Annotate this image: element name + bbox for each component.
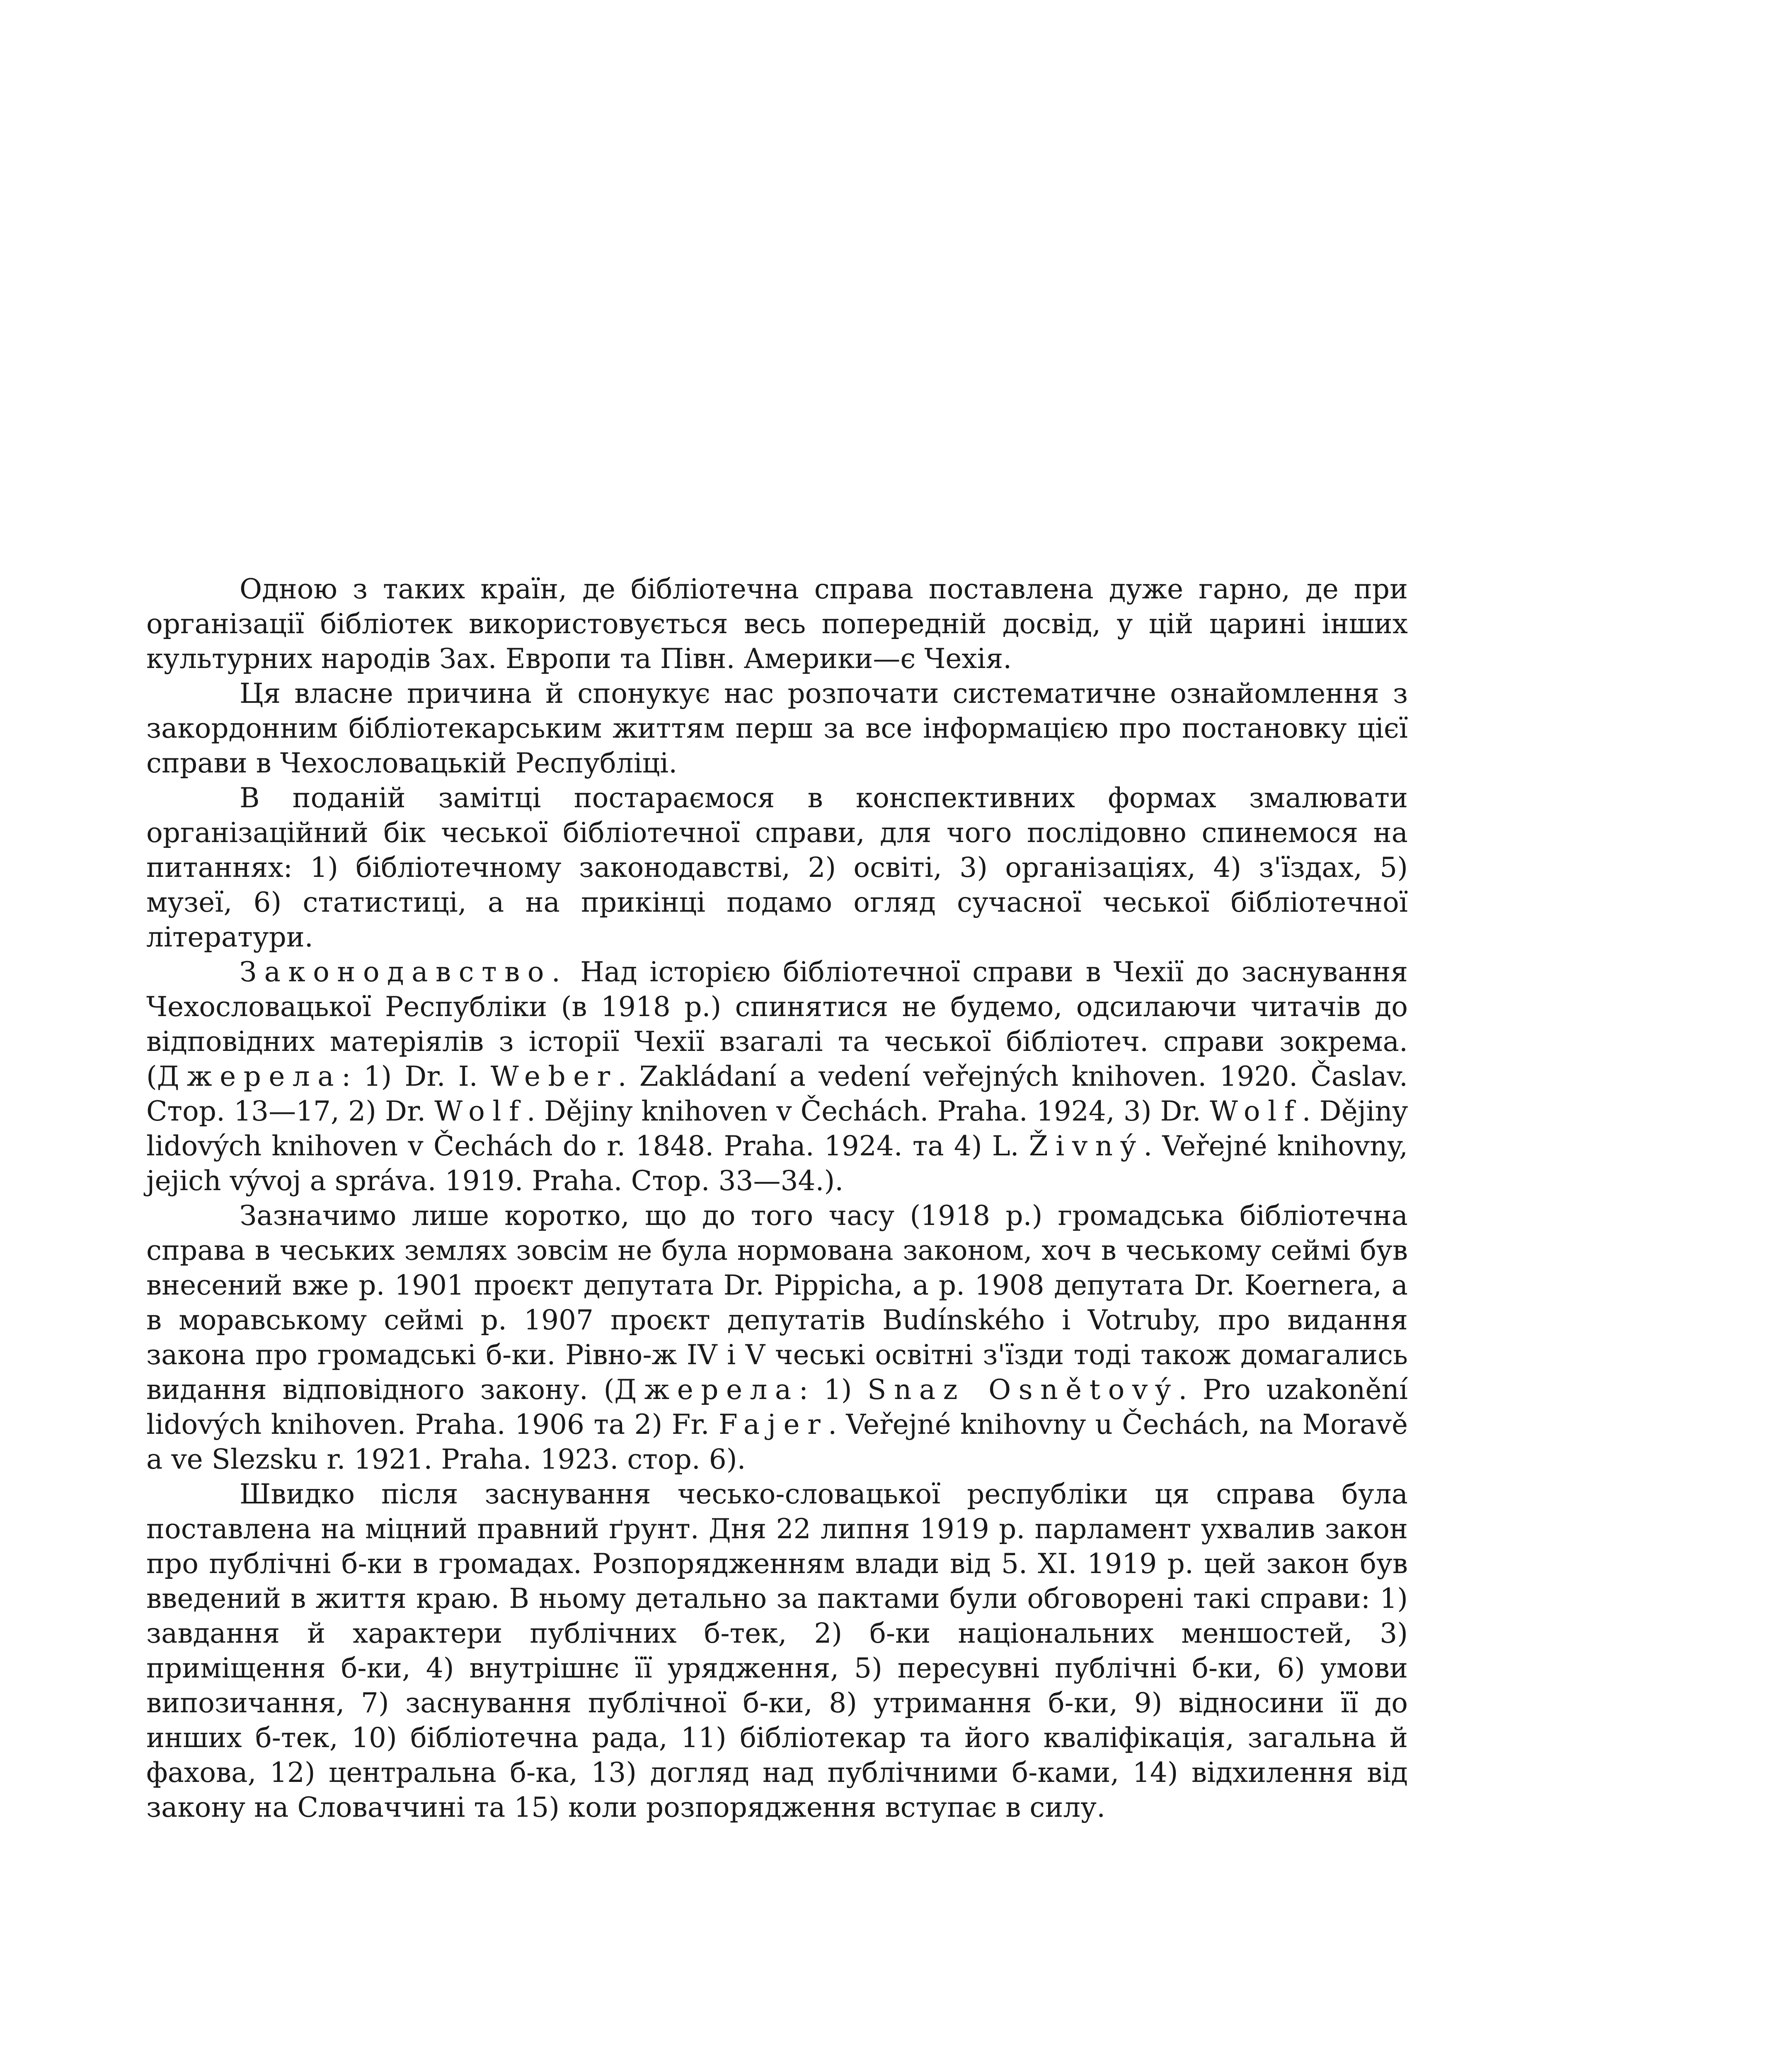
legislation-text-e: . Dějiny lidových knihoven v Čechách do r. 1848. Praha. 1924. та 4) L. [146, 1095, 1408, 1162]
legislation-text-a: Над історією бібліотечної справи в Чехії до заснування Чехословацької Республіки (в 1918 р.) спинятися не будемо, одсилаючи читачів до відповідних матеріялів з історії Чехії взагалі та чеської бібліотеч. справи зокрема. ( [146, 956, 1408, 1092]
history-text-c: . Pro uzakonění lidových knihoven. Praha. 1906 та 2) Fr. [146, 1374, 1408, 1440]
author-weber: Weber [490, 1060, 618, 1092]
legislation-text-d: . Dějiny knihoven v Čechách. Praha. 1924, 3) Dr. [526, 1095, 1210, 1127]
section-heading-legislation: Законодавство. [240, 956, 568, 988]
paragraph-reason: Ця власне причина й спонукує нас розпочати систематичне ознайомлення з закордонним бібліотекарським життям перш за все інформацією про постановку цієї справи в Чехословацькій Республіці. [146, 678, 1408, 779]
author-wolf: Wolf [1210, 1095, 1302, 1127]
sources-label: Джерела [614, 1374, 799, 1406]
author-wolf: Wolf [434, 1095, 527, 1127]
body-text [146, 572, 1408, 1825]
paragraph-legislation [146, 955, 1408, 1198]
history-text-b: : 1) [799, 1374, 868, 1406]
legislation-text-f: . Veřejné knihovny, jejich vývoj a správa. 1919. Praha. Стор. 33—34.). [146, 1130, 1408, 1197]
author-snaz: Snaz Osnětový [867, 1374, 1179, 1406]
legislation-text-c: . Zakládaní a vedení veřejných knihoven. 1920. Časlav. Стор. 13—17, 2) Dr. [146, 1060, 1408, 1127]
paragraph-law-1919: Швидко після заснування чесько-словацької республіки ця справа була поставлена на міцний правний ґрунт. Дня 22 липня 1919 р. парламент ухвалив закон про публічні б-ки в громадах. Розпорядженням влади від 5. XI. 1919 р. цей закон був введений в життя краю. В ньому детально за пактами були обговорені такі справи: 1) завдання й характери публічних б-тек, 2) б-ки національних меншостей, 3) приміщення б-ки, 4) внутрішнє її урядження, 5) пересувні публічні б-ки, 6) умови випозичання, 7) заснування публічної б-ки, 8) утримання б-ки, 9) відносини її до инших б-тек, 10) бібліотечна рада, 11) бібліотекар та його кваліфікація, загальна й фахова, 12) центральна б-ка, 13) догляд над публічними б-ками, 14) відхилення від закону на Словаччині та 15) коли розпорядження вступає в силу. [146, 1478, 1408, 1823]
legislation-text-b: : 1) Dr. I. [341, 1060, 491, 1092]
sources-label: Джерела [157, 1060, 342, 1092]
paragraph-outline: В поданій замітці постараємося в конспективних формах змалювати організаційний бік чеської бібліотечної справи, для чого послідовно спинемося на питаннях: 1) бібліотечному законодавстві, 2) освіті, 3) організаціях, 4) з'їздах, 5) музеї, 6) статистиці, а на прикінці подамо огляд сучасної чеської бібліотечної літератури. [146, 782, 1408, 953]
paragraph-history [146, 1198, 1408, 1477]
history-text-a: Зазначимо лише коротко, що до того часу (1918 р.) громадська бібліотечна справа в чеських землях зовсім не була нормована законом, хоч в чеському сеймі був внесений вже р. 1901 проєкт депутата Dr. Pippicha, а р. 1908 депутата Dr. Koernera, а в моравському сеймі р. 1907 проєкт депутатів Budínského і Votruby, про видання закона про громадські б-ки. Рівно-ж IV і V чеські освітні з'їзди тоді також домагались видання відповідного закону. ( [146, 1200, 1408, 1406]
paragraph-intro: Одною з таких країн, де бібліотечна справа поставлена дуже гарно, де при організації бібліотек використовується весь попередній досвід, у цій царині інших культурних народів Зах. Европи та Півн. Америки—є Чехія. [146, 573, 1408, 675]
author-fajer: Fajer [718, 1409, 828, 1440]
author-zivny: Živný [1029, 1130, 1144, 1162]
history-text-d: . Veřejné knihovny u Čechách, na Moravě a ve Slezsku r. 1921. Praha. 1923. стор. 6). [146, 1409, 1408, 1475]
